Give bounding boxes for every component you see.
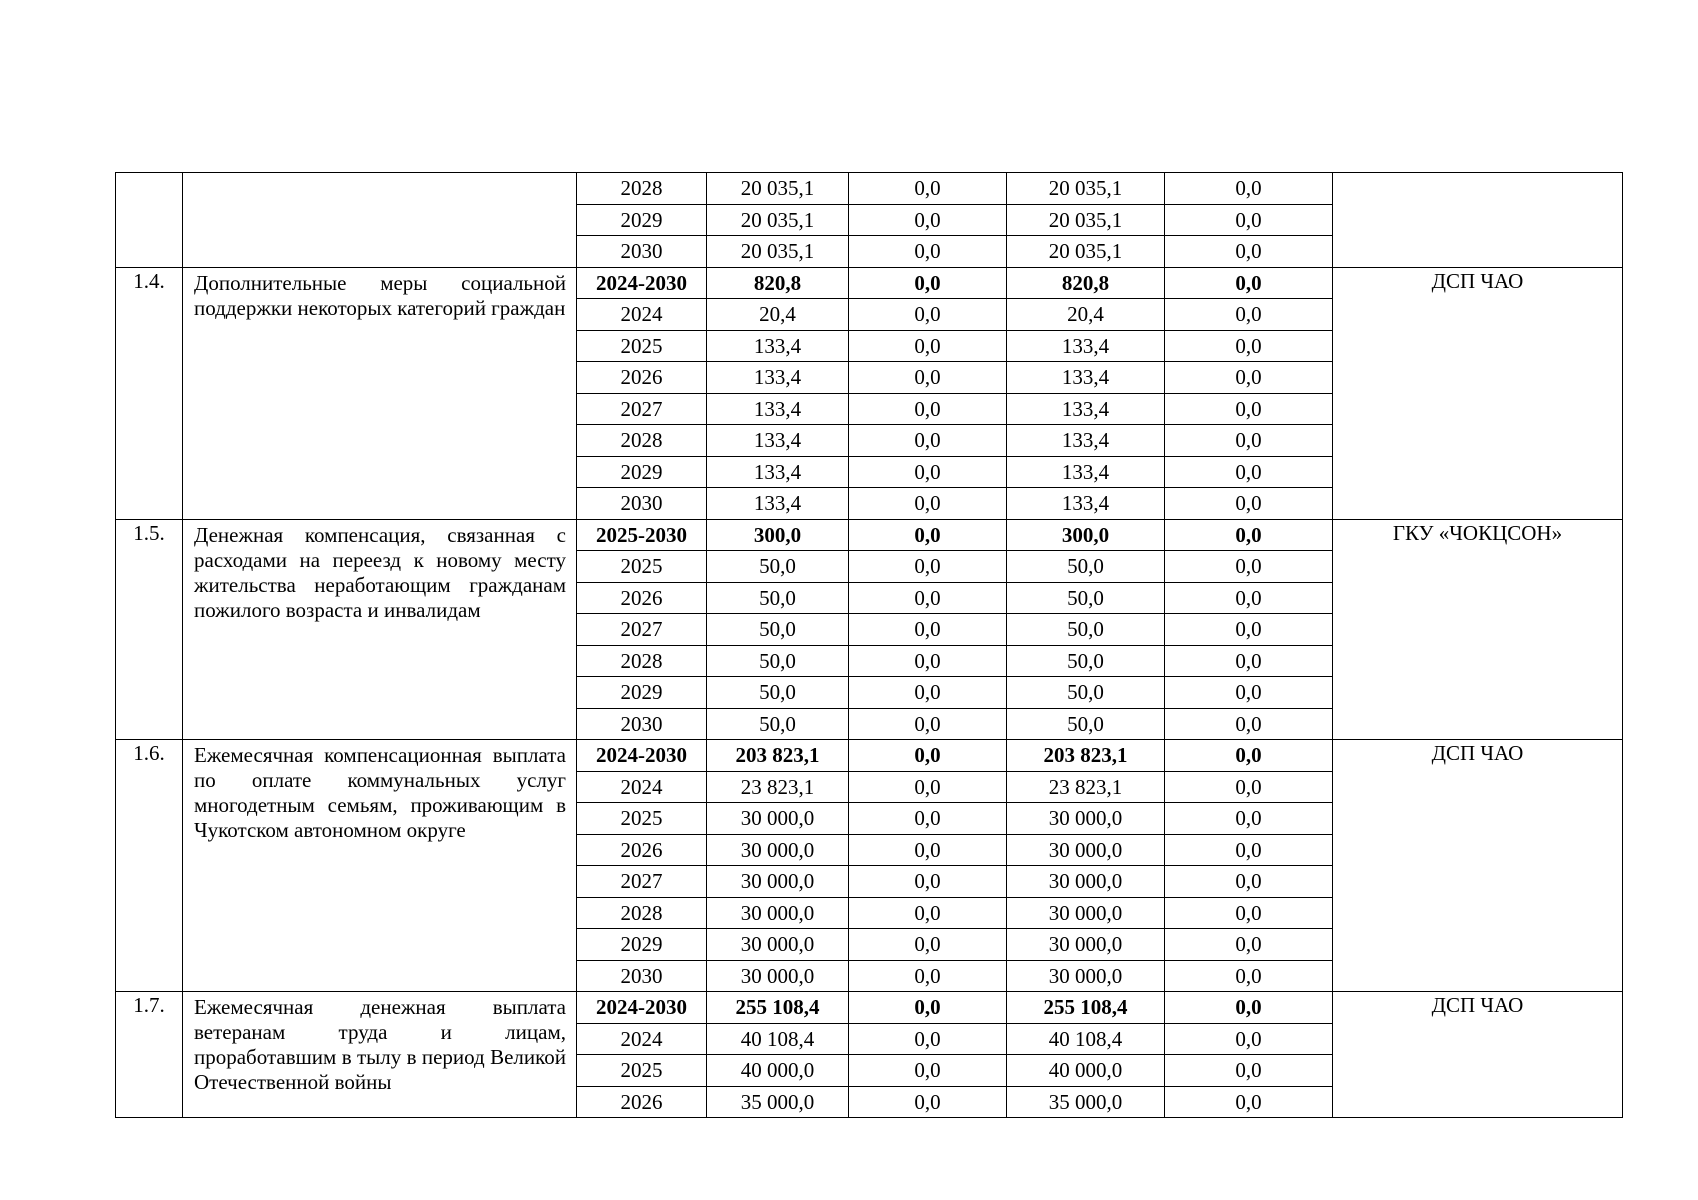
total-cell: 20,4 — [707, 299, 849, 331]
table-body — [116, 173, 1623, 1118]
federal-cell: 0,0 — [849, 960, 1007, 992]
year-cell: 2030 — [577, 236, 707, 268]
item-number-cell: 1.6. — [116, 740, 183, 992]
other-cell: 0,0 — [1165, 267, 1333, 299]
year-cell: 2028 — [577, 897, 707, 929]
regional-cell: 203 823,1 — [1007, 740, 1165, 772]
federal-cell: 0,0 — [849, 1086, 1007, 1118]
year-cell: 2025 — [577, 330, 707, 362]
year-cell: 2029 — [577, 677, 707, 709]
total-cell: 133,4 — [707, 393, 849, 425]
total-cell: 30 000,0 — [707, 897, 849, 929]
regional-cell: 20,4 — [1007, 299, 1165, 331]
year-cell: 2027 — [577, 866, 707, 898]
other-cell: 0,0 — [1165, 708, 1333, 740]
year-cell: 2025 — [577, 803, 707, 835]
table-row — [116, 740, 1623, 772]
year-cell: 2026 — [577, 362, 707, 394]
table-row — [116, 267, 1623, 299]
federal-cell: 0,0 — [849, 362, 1007, 394]
executor-cell: ДСП ЧАО — [1333, 267, 1623, 519]
regional-cell: 30 000,0 — [1007, 960, 1165, 992]
federal-cell: 0,0 — [849, 645, 1007, 677]
regional-cell: 133,4 — [1007, 362, 1165, 394]
regional-cell: 300,0 — [1007, 519, 1165, 551]
federal-cell: 0,0 — [849, 393, 1007, 425]
item-name-cell: Ежемесячная денежная выплата ветеранам труда и лицам, проработавшим в тылу в период Великой Отечественной войны — [183, 992, 577, 1118]
federal-cell: 0,0 — [849, 866, 1007, 898]
total-cell: 50,0 — [707, 708, 849, 740]
total-cell: 133,4 — [707, 425, 849, 457]
total-cell: 203 823,1 — [707, 740, 849, 772]
other-cell: 0,0 — [1165, 519, 1333, 551]
federal-cell: 0,0 — [849, 519, 1007, 551]
total-cell: 30 000,0 — [707, 929, 849, 961]
year-cell: 2026 — [577, 834, 707, 866]
year-cell: 2030 — [577, 960, 707, 992]
regional-cell: 50,0 — [1007, 677, 1165, 709]
item-name-cell — [183, 173, 577, 268]
federal-cell: 0,0 — [849, 582, 1007, 614]
other-cell: 0,0 — [1165, 362, 1333, 394]
other-cell: 0,0 — [1165, 173, 1333, 205]
federal-cell: 0,0 — [849, 929, 1007, 961]
total-cell: 133,4 — [707, 362, 849, 394]
regional-cell: 23 823,1 — [1007, 771, 1165, 803]
other-cell: 0,0 — [1165, 582, 1333, 614]
regional-cell: 133,4 — [1007, 488, 1165, 520]
item-name-cell: Денежная компенсация, связанная с расходами на переезд к новому месту жительства неработающим гражданам пожилого возраста и инвалидам — [183, 519, 577, 740]
item-number-cell: 1.4. — [116, 267, 183, 519]
executor-cell: ДСП ЧАО — [1333, 992, 1623, 1118]
item-number-cell — [116, 173, 183, 268]
year-cell: 2029 — [577, 456, 707, 488]
total-cell: 50,0 — [707, 677, 849, 709]
federal-cell: 0,0 — [849, 204, 1007, 236]
program-funding-table — [115, 172, 1623, 1118]
table-row — [116, 519, 1623, 551]
year-cell: 2029 — [577, 929, 707, 961]
year-cell: 2030 — [577, 488, 707, 520]
executor-cell — [1333, 173, 1623, 268]
federal-cell: 0,0 — [849, 551, 1007, 583]
total-cell: 133,4 — [707, 330, 849, 362]
federal-cell: 0,0 — [849, 425, 1007, 457]
federal-cell: 0,0 — [849, 992, 1007, 1024]
year-cell: 2024-2030 — [577, 992, 707, 1024]
federal-cell: 0,0 — [849, 173, 1007, 205]
federal-cell: 0,0 — [849, 267, 1007, 299]
regional-cell: 20 035,1 — [1007, 236, 1165, 268]
year-cell: 2024-2030 — [577, 267, 707, 299]
federal-cell: 0,0 — [849, 1023, 1007, 1055]
other-cell: 0,0 — [1165, 425, 1333, 457]
year-cell: 2024 — [577, 299, 707, 331]
total-cell: 30 000,0 — [707, 803, 849, 835]
federal-cell: 0,0 — [849, 677, 1007, 709]
other-cell: 0,0 — [1165, 834, 1333, 866]
other-cell: 0,0 — [1165, 866, 1333, 898]
executor-cell: ГКУ «ЧОКЦСОН» — [1333, 519, 1623, 740]
federal-cell: 0,0 — [849, 614, 1007, 646]
other-cell: 0,0 — [1165, 204, 1333, 236]
other-cell: 0,0 — [1165, 330, 1333, 362]
item-number-cell: 1.7. — [116, 992, 183, 1118]
total-cell: 20 035,1 — [707, 204, 849, 236]
item-name-cell: Ежемесячная компенсационная выплата по оплате коммунальных услуг многодетным семьям, проживающим в Чукотском автономном округе — [183, 740, 577, 992]
regional-cell: 50,0 — [1007, 582, 1165, 614]
year-cell: 2024 — [577, 1023, 707, 1055]
regional-cell: 50,0 — [1007, 614, 1165, 646]
executor-cell: ДСП ЧАО — [1333, 740, 1623, 992]
other-cell: 0,0 — [1165, 551, 1333, 583]
other-cell: 0,0 — [1165, 992, 1333, 1024]
total-cell: 50,0 — [707, 645, 849, 677]
year-cell: 2024 — [577, 771, 707, 803]
total-cell: 23 823,1 — [707, 771, 849, 803]
total-cell: 40 108,4 — [707, 1023, 849, 1055]
federal-cell: 0,0 — [849, 330, 1007, 362]
year-cell: 2028 — [577, 645, 707, 677]
federal-cell: 0,0 — [849, 456, 1007, 488]
other-cell: 0,0 — [1165, 614, 1333, 646]
total-cell: 40 000,0 — [707, 1055, 849, 1087]
federal-cell: 0,0 — [849, 897, 1007, 929]
regional-cell: 30 000,0 — [1007, 929, 1165, 961]
year-cell: 2027 — [577, 614, 707, 646]
total-cell: 20 035,1 — [707, 173, 849, 205]
federal-cell: 0,0 — [849, 740, 1007, 772]
regional-cell: 30 000,0 — [1007, 834, 1165, 866]
item-number-cell: 1.5. — [116, 519, 183, 740]
total-cell: 50,0 — [707, 614, 849, 646]
regional-cell: 30 000,0 — [1007, 897, 1165, 929]
regional-cell: 40 000,0 — [1007, 1055, 1165, 1087]
year-cell: 2026 — [577, 582, 707, 614]
regional-cell: 255 108,4 — [1007, 992, 1165, 1024]
other-cell: 0,0 — [1165, 488, 1333, 520]
regional-cell: 133,4 — [1007, 393, 1165, 425]
total-cell: 133,4 — [707, 456, 849, 488]
federal-cell: 0,0 — [849, 236, 1007, 268]
total-cell: 133,4 — [707, 488, 849, 520]
regional-cell: 50,0 — [1007, 551, 1165, 583]
other-cell: 0,0 — [1165, 645, 1333, 677]
regional-cell: 133,4 — [1007, 425, 1165, 457]
item-name-cell: Дополнительные меры социальной поддержки некоторых категорий граждан — [183, 267, 577, 519]
year-cell: 2025 — [577, 1055, 707, 1087]
federal-cell: 0,0 — [849, 708, 1007, 740]
regional-cell: 30 000,0 — [1007, 803, 1165, 835]
other-cell: 0,0 — [1165, 803, 1333, 835]
federal-cell: 0,0 — [849, 803, 1007, 835]
other-cell: 0,0 — [1165, 393, 1333, 425]
regional-cell: 50,0 — [1007, 645, 1165, 677]
total-cell: 20 035,1 — [707, 236, 849, 268]
year-cell: 2028 — [577, 425, 707, 457]
total-cell: 50,0 — [707, 582, 849, 614]
regional-cell: 133,4 — [1007, 330, 1165, 362]
regional-cell: 35 000,0 — [1007, 1086, 1165, 1118]
year-cell: 2024-2030 — [577, 740, 707, 772]
total-cell: 30 000,0 — [707, 866, 849, 898]
other-cell: 0,0 — [1165, 897, 1333, 929]
other-cell: 0,0 — [1165, 456, 1333, 488]
table-row — [116, 992, 1623, 1024]
year-cell: 2028 — [577, 173, 707, 205]
regional-cell: 820,8 — [1007, 267, 1165, 299]
regional-cell: 133,4 — [1007, 456, 1165, 488]
federal-cell: 0,0 — [849, 1055, 1007, 1087]
federal-cell: 0,0 — [849, 299, 1007, 331]
federal-cell: 0,0 — [849, 488, 1007, 520]
other-cell: 0,0 — [1165, 1055, 1333, 1087]
other-cell: 0,0 — [1165, 677, 1333, 709]
other-cell: 0,0 — [1165, 236, 1333, 268]
year-cell: 2026 — [577, 1086, 707, 1118]
table-row — [116, 173, 1623, 205]
federal-cell: 0,0 — [849, 771, 1007, 803]
year-cell: 2025 — [577, 551, 707, 583]
year-cell: 2030 — [577, 708, 707, 740]
regional-cell: 50,0 — [1007, 708, 1165, 740]
year-cell: 2027 — [577, 393, 707, 425]
total-cell: 35 000,0 — [707, 1086, 849, 1118]
regional-cell: 20 035,1 — [1007, 173, 1165, 205]
other-cell: 0,0 — [1165, 960, 1333, 992]
other-cell: 0,0 — [1165, 299, 1333, 331]
total-cell: 30 000,0 — [707, 960, 849, 992]
total-cell: 50,0 — [707, 551, 849, 583]
other-cell: 0,0 — [1165, 1086, 1333, 1118]
other-cell: 0,0 — [1165, 771, 1333, 803]
other-cell: 0,0 — [1165, 740, 1333, 772]
other-cell: 0,0 — [1165, 1023, 1333, 1055]
total-cell: 300,0 — [707, 519, 849, 551]
total-cell: 255 108,4 — [707, 992, 849, 1024]
total-cell: 30 000,0 — [707, 834, 849, 866]
other-cell: 0,0 — [1165, 929, 1333, 961]
year-cell: 2029 — [577, 204, 707, 236]
year-cell: 2025-2030 — [577, 519, 707, 551]
regional-cell: 40 108,4 — [1007, 1023, 1165, 1055]
regional-cell: 20 035,1 — [1007, 204, 1165, 236]
federal-cell: 0,0 — [849, 834, 1007, 866]
total-cell: 820,8 — [707, 267, 849, 299]
regional-cell: 30 000,0 — [1007, 866, 1165, 898]
